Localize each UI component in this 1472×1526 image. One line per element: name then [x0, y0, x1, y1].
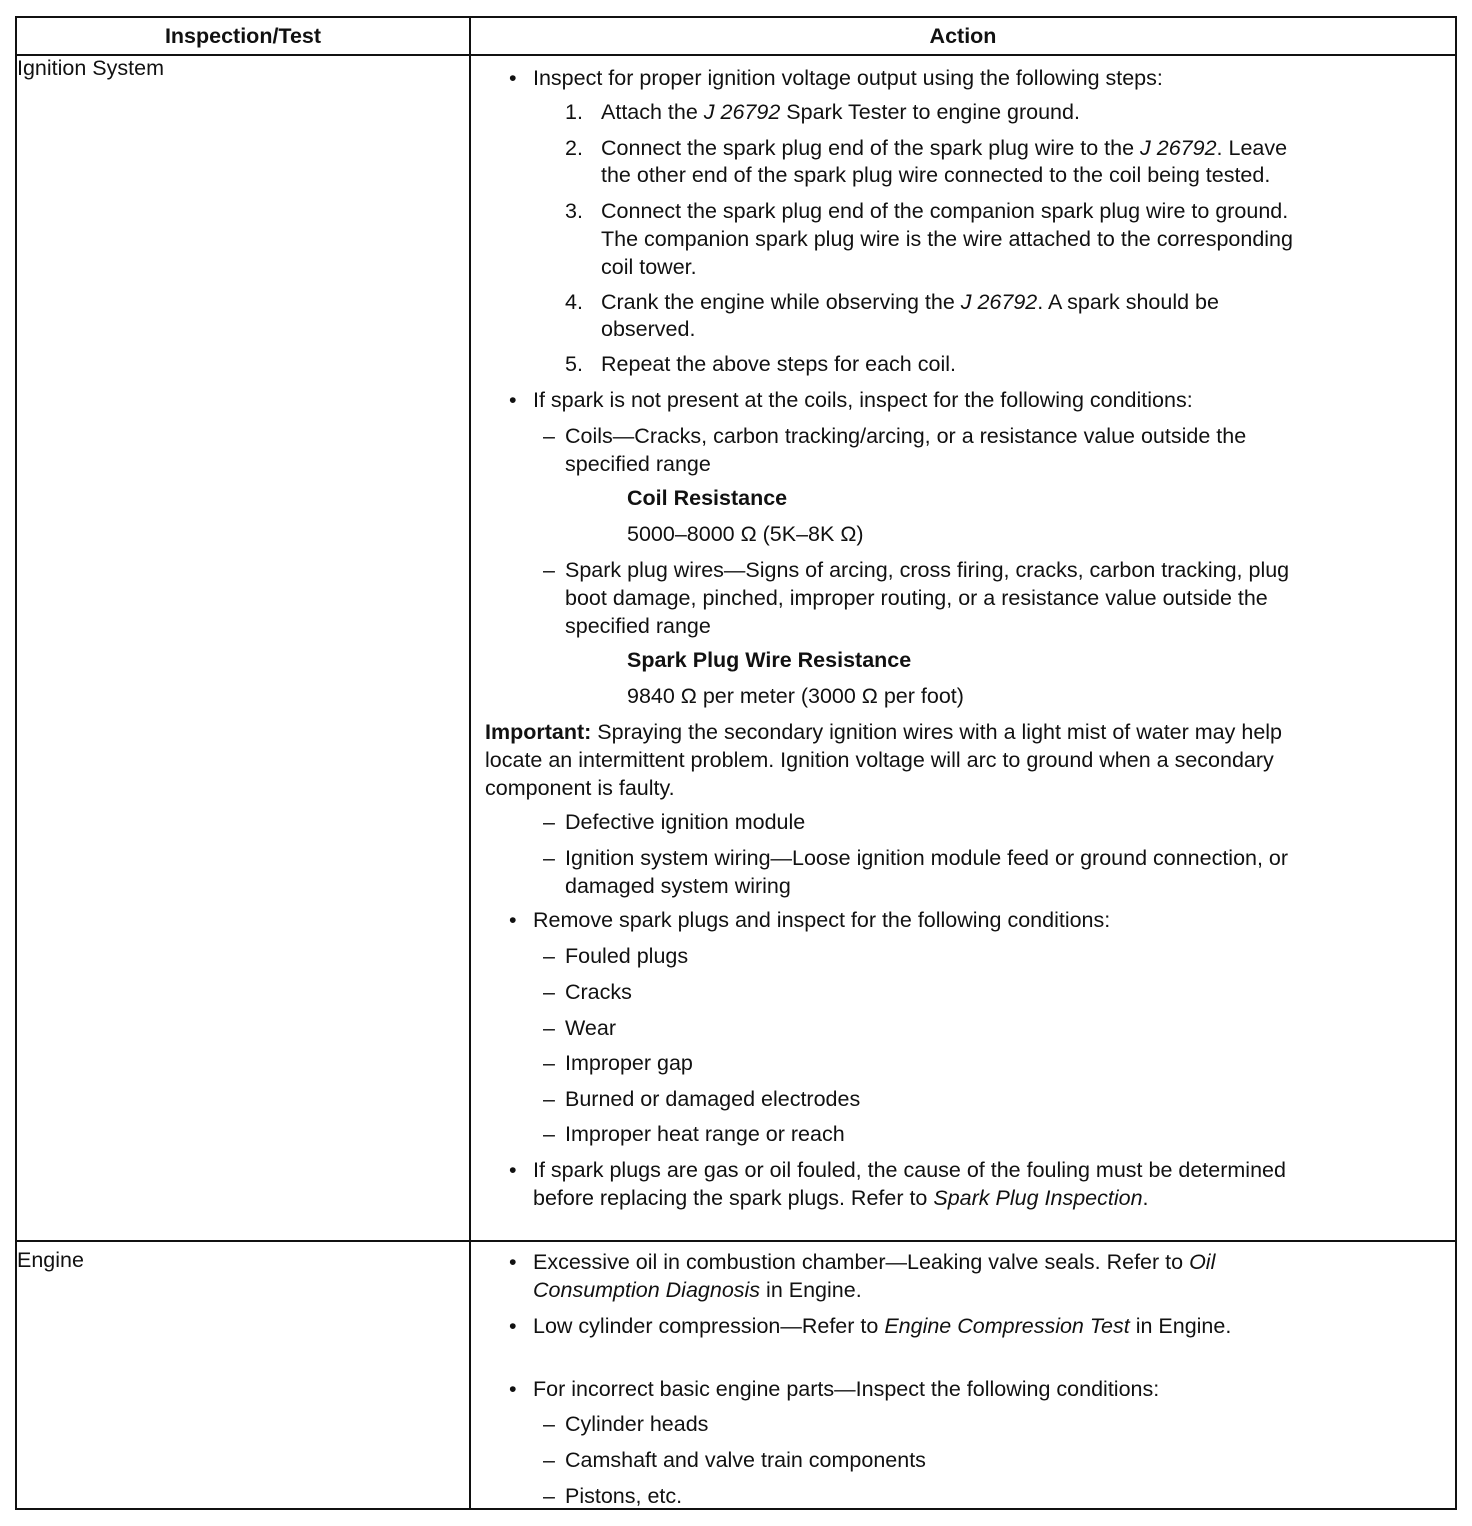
- table-row: [16, 55, 1456, 1241]
- inspection-table: [15, 16, 1457, 1510]
- header-row: [16, 17, 1456, 55]
- row-label: Ignition System: [16, 55, 470, 1241]
- header-inspection-test: Inspection/Test: [16, 17, 470, 55]
- row-actions: • Inspect for proper ignition voltage output using the following steps: 1. Attach the J 26792 Spark Tester to engine ground. 2. Connect the spark plug end of the spark plug wire to the J 26792. Leave the other end of the spark plug wire connected to the coil being tested. 3. Connect the spark plug end of the companion spark plug wire to ground. The companion spark plug wire is the wire attached to the corresponding coil tower. 4. Crank the engine while observing the J 26792. A spark should be observed. 5. Repeat the above steps for each coil. • If spark is not present at the coils, inspect for the following conditions: – Coils—Cracks, carbon tracking/arcing, or a resistance value outside the specified range Coil Resistance 5000–8000 Ω (5K–8K Ω) – Spark plug wires—Signs of arcing, cross firing, cracks, carbon tracking, plug boot damage, pinched, improper routing, or a resistance value outside the specified range Spark Plug Wire Resistance 9840 Ω per meter (3000 Ω per foot) Important: Spraying the secondary ignition wires with a light mist of water may help locate an intermittent problem. Ignition voltage will arc to ground when a secondary component is faulty. – Defective ignition module – Ignition system wiring—Loose ignition module feed or ground connection, or damaged system wiring • Remove spark plugs and inspect for the following conditions: – Fouled plugs – Cracks – Wear – Improper gap – Burned or damaged electrodes – Improper heat range or reach • If spark plugs are gas or oil fouled, the cause of the fouling must be determined before replacing the spark plugs. Refer to Spark Plug Inspection.: [470, 55, 1456, 1241]
- header-action: Action: [470, 17, 1456, 55]
- row-actions: • Excessive oil in combustion chamber—Leaking valve seals. Refer to Oil Consumption Diagnosis in Engine. • Low cylinder compression—Refer to Engine Compression Test in Engine. • For incorrect basic engine parts—Inspect the following conditions: – Cylinder heads – Camshaft and valve train components – Pistons, etc.: [470, 1241, 1456, 1509]
- row-label: Engine: [16, 1241, 470, 1509]
- table-row: [16, 1241, 1456, 1509]
